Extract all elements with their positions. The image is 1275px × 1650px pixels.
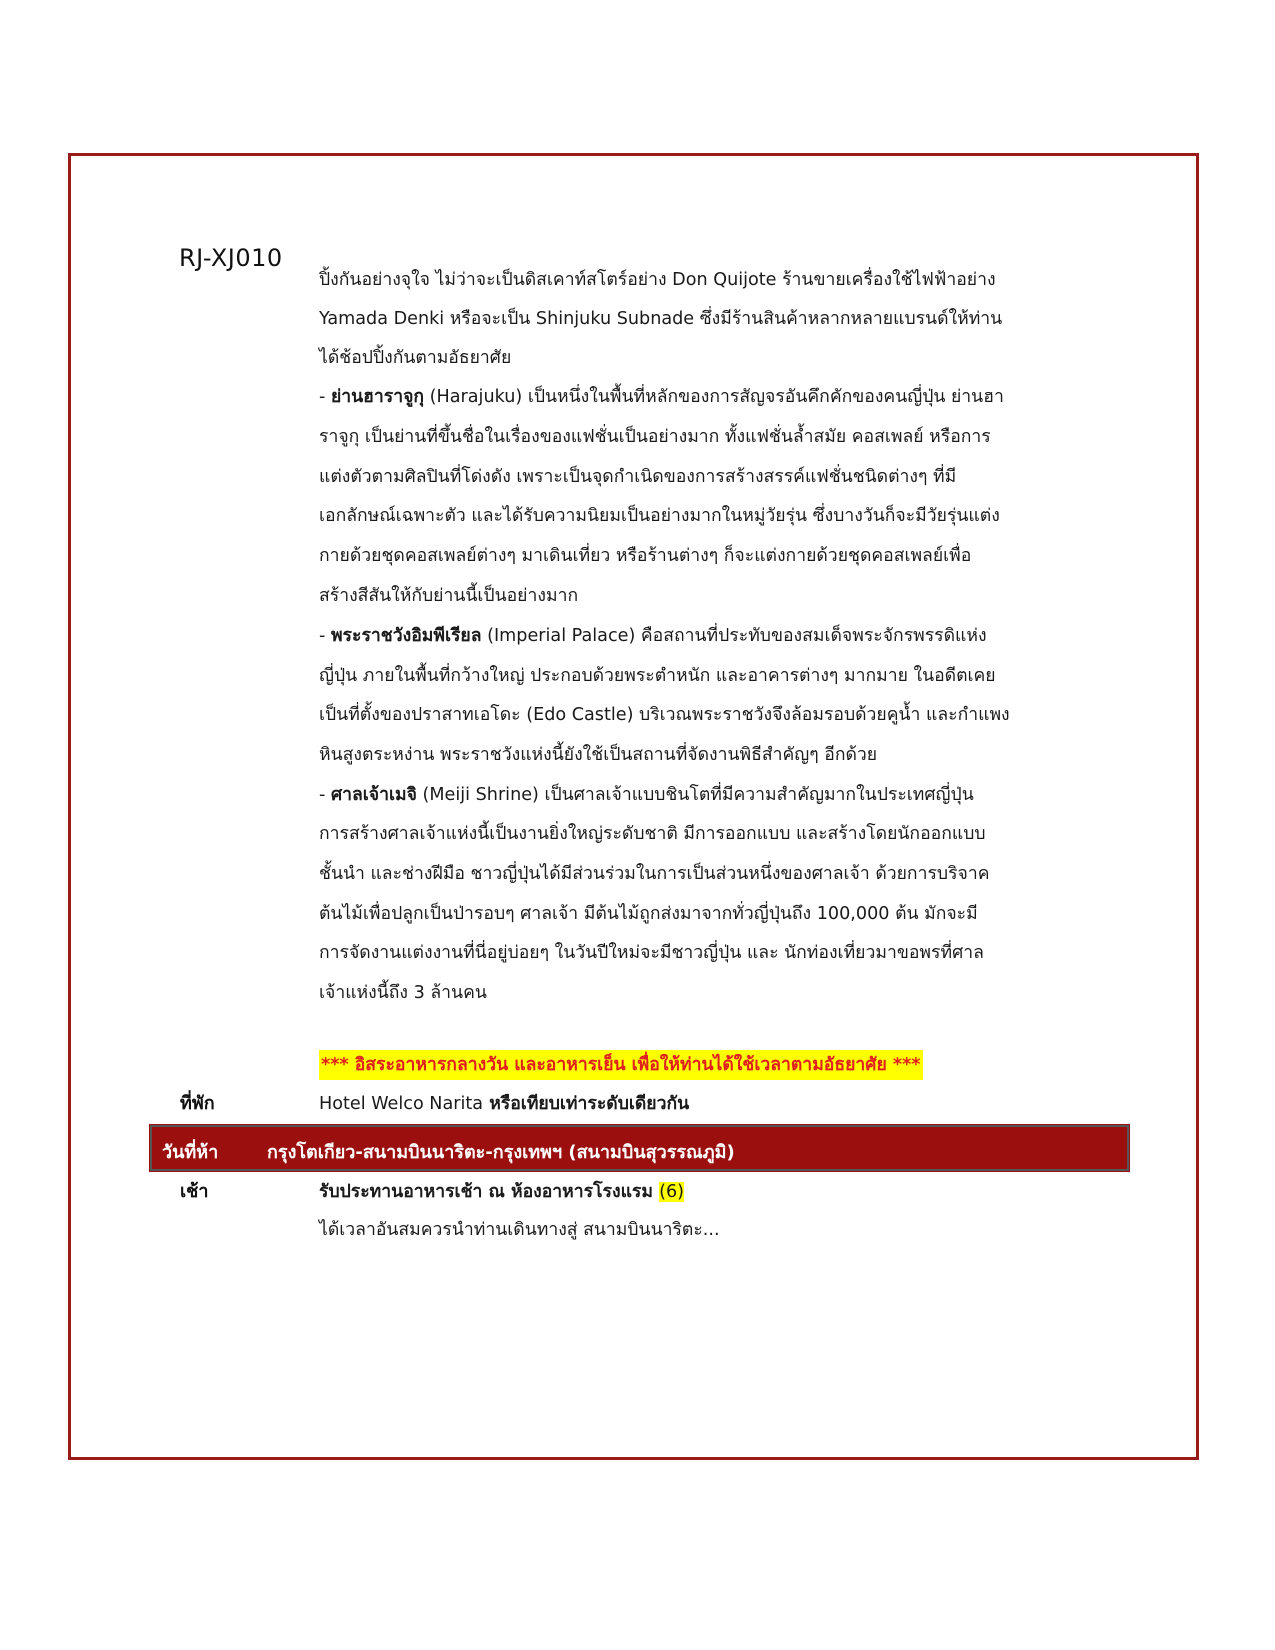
tour-code: RJ-XJ010 bbox=[179, 244, 283, 272]
paragraph-line: ปิ้งกันอย่างจุใจ ไม่ว่าจะเป็นดิสเคาท์สโตร์อย่าง Don Quijote ร้านขายเครื่องใช้ไฟฟ้าอย่าง bbox=[319, 270, 996, 290]
breakfast-line: รับประทานอาหารเช้า ณ ห้องอาหารโรงแรม (6) bbox=[319, 1182, 685, 1202]
hotel-label: ที่พัก bbox=[180, 1093, 215, 1114]
day-route: กรุงโตเกียว-สนามบินนาริตะ-กรุงเทพฯ (สนามบินสุวรรณภูมิ) bbox=[267, 1142, 735, 1163]
transfer-line: ได้เวลาอันสมควรนำท่านเดินทางสู่ สนามบินนาริตะ... bbox=[319, 1220, 720, 1240]
paragraph-line: กายด้วยชุดคอสเพลย์ต่างๆ มาเดินเที่ยว หรือร้านต่างๆ ก็จะแต่งกายด้วยชุดคอสเพลย์เพื่อ bbox=[319, 546, 972, 566]
paragraph-line: ราจูกุ เป็นย่านที่ขึ้นชื่อในเรื่องของแฟชั่นเป็นอย่างมาก ทั้งแฟชั่นล้ำสมัย คอสเพลย์ หรือการ bbox=[319, 427, 991, 447]
paragraph-line: ชั้นนำ และช่างฝีมือ ชาวญี่ปุ่นได้มีส่วนร่วมในการเป็นส่วนหนึ่งของศาลเจ้า ด้วยการบริจาค bbox=[319, 864, 990, 884]
breakfast-label: เช้า bbox=[180, 1181, 209, 1202]
meal-count: (6) bbox=[659, 1182, 685, 1202]
hotel-line bbox=[319, 1090, 1089, 1118]
paragraph-line: หินสูงตระหง่าน พระราชวังแห่งนี้ยังใช้เป็นสถานที่จัดงานพิธีสำคัญๆ อีกด้วย bbox=[319, 745, 878, 765]
meiji-shrine-name: ศาลเจ้าเมจิ bbox=[330, 785, 417, 805]
paragraph-line: แต่งตัวตามศิลปินที่โด่งดัง เพราะเป็นจุดกำเนิดของการสร้างสรรค์แฟชั่นชนิดต่างๆ ที่มี bbox=[319, 467, 957, 487]
imperial-palace-name: พระราชวังอิมพีเรียล bbox=[330, 626, 482, 646]
paragraph-line: Yamada Denki หรือจะเป็น Shinjuku Subnade ซึ่งมีร้านสินค้าหลากหลายแบรนด์ให้ท่าน bbox=[319, 309, 1003, 329]
paragraph-line: การจัดงานแต่งงานที่นี่อยู่บ่อยๆ ในวันปีใหม่จะมีชาวญี่ปุ่น และ นักท่องเที่ยวมาขอพรที่ศาล bbox=[319, 943, 984, 963]
harajuku-heading-line: - ย่านฮาราจูกุ (Harajuku) เป็นหนึ่งในพื้นที่หลักของการสัญจรอันคึกคักของคนญี่ปุ่น ย่านฮา bbox=[319, 387, 1004, 407]
paragraph-line: เอกลักษณ์เฉพาะตัว และได้รับความนิยมเป็นอย่างมากในหมู่วัยรุ่น ซึ่งบางวันก็จะมีวัยรุ่นแต่ง bbox=[319, 506, 1000, 526]
meiji-shrine-heading-line: - ศาลเจ้าเมจิ (Meiji Shrine) เป็นศาลเจ้าแบบชินโตที่มีความสำคัญมากในประเทศญี่ปุ่น bbox=[319, 785, 974, 805]
paragraph-line: ญี่ปุ่น ภายในพื้นที่กว้างใหญ่ ประกอบด้วยพระตำหนัก และอาคารต่างๆ มากมาย ในอดีตเคย bbox=[319, 666, 996, 686]
day-five-banner bbox=[150, 1125, 1129, 1171]
imperial-palace-heading-line: - พระราชวังอิมพีเรียล (Imperial Palace) คือสถานที่ประทับของสมเด็จพระจักรพรรดิแห่ง bbox=[319, 626, 987, 646]
paragraph-line: ได้ช้อปปิ้งกันตามอัธยาศัย bbox=[319, 348, 512, 368]
hotel-suffix: หรือเทียบเท่าระดับเดียวกัน bbox=[483, 1094, 690, 1114]
free-meals-note: *** อิสระอาหารกลางวัน และอาหารเย็น เพื่อให้ท่านได้ใช้เวลาตามอัธยาศัย *** bbox=[319, 1050, 923, 1080]
paragraph-line: เป็นที่ตั้งของปราสาทเอโดะ (Edo Castle) บริเวณพระราชวังจึงล้อมรอบด้วยคูน้ำ และกำแพง bbox=[319, 705, 1010, 725]
paragraph-line: เจ้าแห่งนี้ถึง 3 ล้านคน bbox=[319, 983, 487, 1003]
hotel-name: Hotel Welco Narita bbox=[319, 1094, 484, 1114]
paragraph-line: การสร้างศาลเจ้าแห่งนี้เป็นงานยิ่งใหญ่ระดับชาติ มีการออกแบบ และสร้างโดยนักออกแบบ bbox=[319, 824, 986, 844]
paragraph-line: ต้นไม้เพื่อปลูกเป็นป่ารอบๆ ศาลเจ้า มีต้นไม้ถูกส่งมาจากทั่วญี่ปุ่นถึง 100,000 ต้น มักจะมี bbox=[319, 904, 978, 924]
paragraph-line: สร้างสีสันให้กับย่านนี้เป็นอย่างมาก bbox=[319, 586, 579, 606]
harajuku-name: ย่านฮาราจูกุ bbox=[330, 387, 425, 407]
day-label: วันที่ห้า bbox=[162, 1142, 219, 1163]
